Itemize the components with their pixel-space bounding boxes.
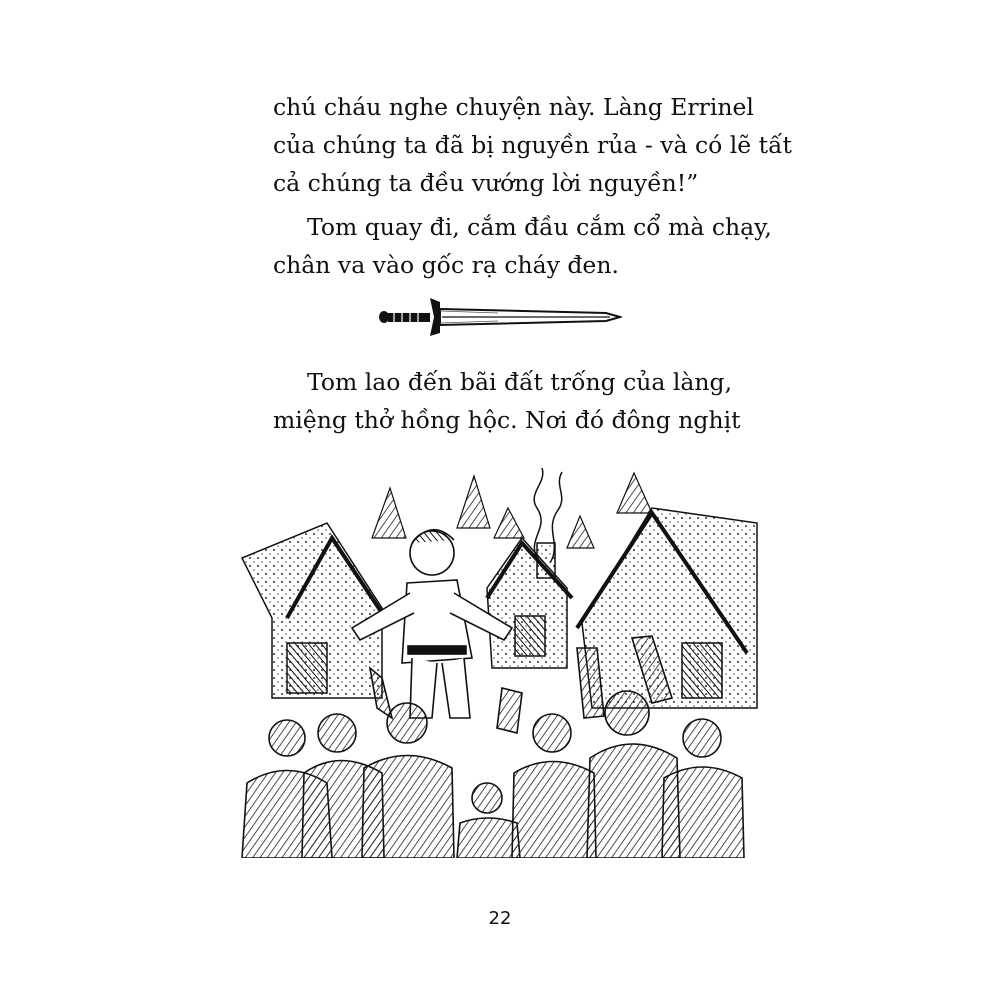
paragraph-2 — [273, 208, 772, 284]
paragraph-3 — [273, 363, 741, 439]
text-line: chú cháu nghe chuyện này. Làng Errinel — [273, 93, 754, 121]
paragraph-1 — [273, 88, 792, 202]
page-number: 22 — [488, 908, 512, 929]
text-line: cả chúng ta đều vướng lời nguyền!” — [273, 169, 699, 197]
text-line: Tom lao đến bãi đất trống của làng, — [307, 368, 733, 396]
text-line: miệng thở hồng hộc. Nơi đó đông nghịt — [273, 406, 741, 434]
text-line: của chúng ta đã bị nguyền rủa - và có lẽ tất — [273, 131, 792, 159]
sword-icon — [378, 294, 622, 338]
text-line: chân va vào gốc rạ cháy đen. — [273, 251, 619, 279]
text-line: Tom quay đi, cắm đầu cắm cổ mà chạy, — [307, 213, 772, 241]
villagers-gathering-illustration — [232, 468, 777, 858]
